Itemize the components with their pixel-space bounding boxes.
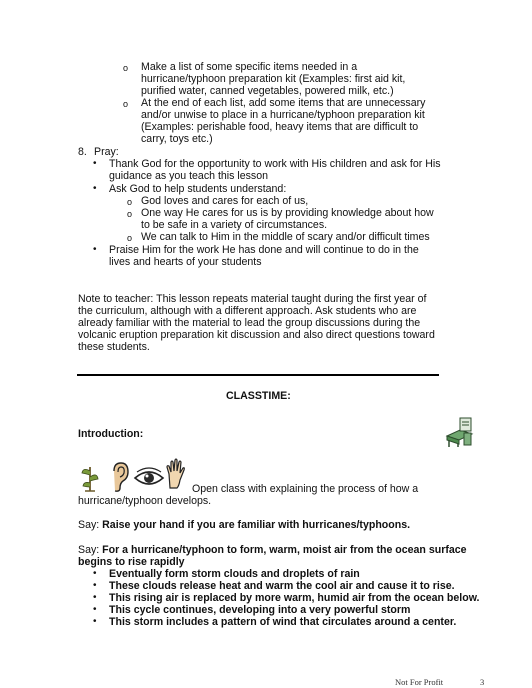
sublist-line: hurricane/typhoon preparation kit (Examples: first aid kit, bbox=[141, 73, 406, 85]
pray-subitem: God loves and cares for each of us, bbox=[141, 195, 309, 207]
note-line: already familiar with the material to lead the group discussions during the bbox=[78, 317, 421, 329]
bullet: • bbox=[93, 244, 97, 255]
circle-bullet: o bbox=[127, 209, 133, 219]
process-item: This cycle continues, developing into a very powerful storm bbox=[109, 604, 411, 616]
say-prefix: Say: bbox=[78, 544, 103, 556]
say-text: begins to rise rapidly bbox=[78, 556, 185, 568]
note-line: volcanic eruption preparation kit discussion and also direct questions toward bbox=[78, 329, 435, 341]
circle-bullet: o bbox=[127, 233, 133, 243]
pray-subitem: to be safe in a variety of circumstances. bbox=[141, 219, 328, 231]
list-number: 8. bbox=[78, 146, 87, 158]
circle-bullet: o bbox=[123, 63, 129, 73]
pray-item: lives and hearts of your students bbox=[109, 256, 262, 268]
pray-subitem: One way He cares for us is by providing knowledge about how bbox=[141, 207, 434, 219]
page-number: 3 bbox=[480, 677, 485, 687]
bullet: • bbox=[93, 580, 97, 591]
pray-item: Ask God to help students understand: bbox=[109, 183, 287, 195]
pray-item: Praise Him for the work He has done and will continue to do in the bbox=[109, 244, 419, 256]
classtime-heading: CLASSTIME: bbox=[226, 390, 291, 402]
pray-subitem: We can talk to Him in the middle of scary and/or difficult times bbox=[141, 231, 430, 243]
sublist-line: carry, toys etc.) bbox=[141, 133, 213, 145]
circle-bullet: o bbox=[123, 99, 129, 109]
ear-icon bbox=[108, 461, 130, 493]
bullet: • bbox=[93, 616, 97, 627]
bullet: • bbox=[93, 183, 97, 194]
pray-item: guidance as you teach this lesson bbox=[109, 170, 269, 182]
desk-icon bbox=[444, 416, 474, 448]
process-item: These clouds release heat and warm the cool air and cause it to rise. bbox=[109, 580, 455, 592]
sublist-line: Make a list of some specific items needed in a bbox=[141, 61, 358, 73]
process-item: This storm includes a pattern of wind that circulates around a center. bbox=[109, 616, 457, 628]
say-prefix: Say: bbox=[78, 519, 103, 531]
sublist-line: purified water, canned vegetables, powered milk, etc.) bbox=[141, 85, 394, 97]
footer-text: Not For Profit bbox=[395, 677, 444, 687]
bullet: • bbox=[93, 604, 97, 615]
say-line bbox=[78, 544, 467, 556]
sublist-line: At the end of each list, add some items that are unnecessary bbox=[141, 97, 426, 109]
process-item: Eventually form storm clouds and droplets of rain bbox=[109, 568, 360, 580]
open-class-text: Open class with explaining the process of how a bbox=[192, 483, 419, 495]
open-class-text: hurricane/typhoon develops. bbox=[78, 495, 212, 507]
pray-label: Pray: bbox=[94, 146, 119, 158]
say-text: For a hurricane/typhoon to form, warm, moist air from the ocean surface bbox=[102, 544, 467, 556]
say-line bbox=[78, 519, 410, 531]
bullet: • bbox=[93, 568, 97, 579]
bullet: • bbox=[93, 158, 97, 169]
bullet: • bbox=[93, 592, 97, 603]
note-line: the curriculum, although with a different approach. Ask students who are bbox=[78, 305, 417, 317]
circle-bullet: o bbox=[127, 197, 133, 207]
note-line: Note to teacher: This lesson repeats material taught during the first year of bbox=[78, 293, 427, 305]
horizontal-divider bbox=[77, 374, 439, 376]
plant-icon bbox=[80, 461, 100, 493]
introduction-heading: Introduction: bbox=[78, 428, 144, 440]
note-line: these students. bbox=[78, 341, 150, 353]
pray-item: Thank God for the opportunity to work with His children and ask for His bbox=[109, 158, 441, 170]
sublist-line: and/or unwise to place in a hurricane/typhoon preparation kit bbox=[141, 109, 425, 121]
eye-icon bbox=[133, 466, 165, 490]
hand-icon bbox=[163, 458, 187, 490]
say-text: Raise your hand if you are familiar with hurricanes/typhoons. bbox=[102, 519, 411, 531]
sublist-line: (Examples: perishable food, heavy items that are difficult to bbox=[141, 121, 419, 133]
process-item: This rising air is replaced by more warm, humid air from the ocean below. bbox=[109, 592, 480, 604]
